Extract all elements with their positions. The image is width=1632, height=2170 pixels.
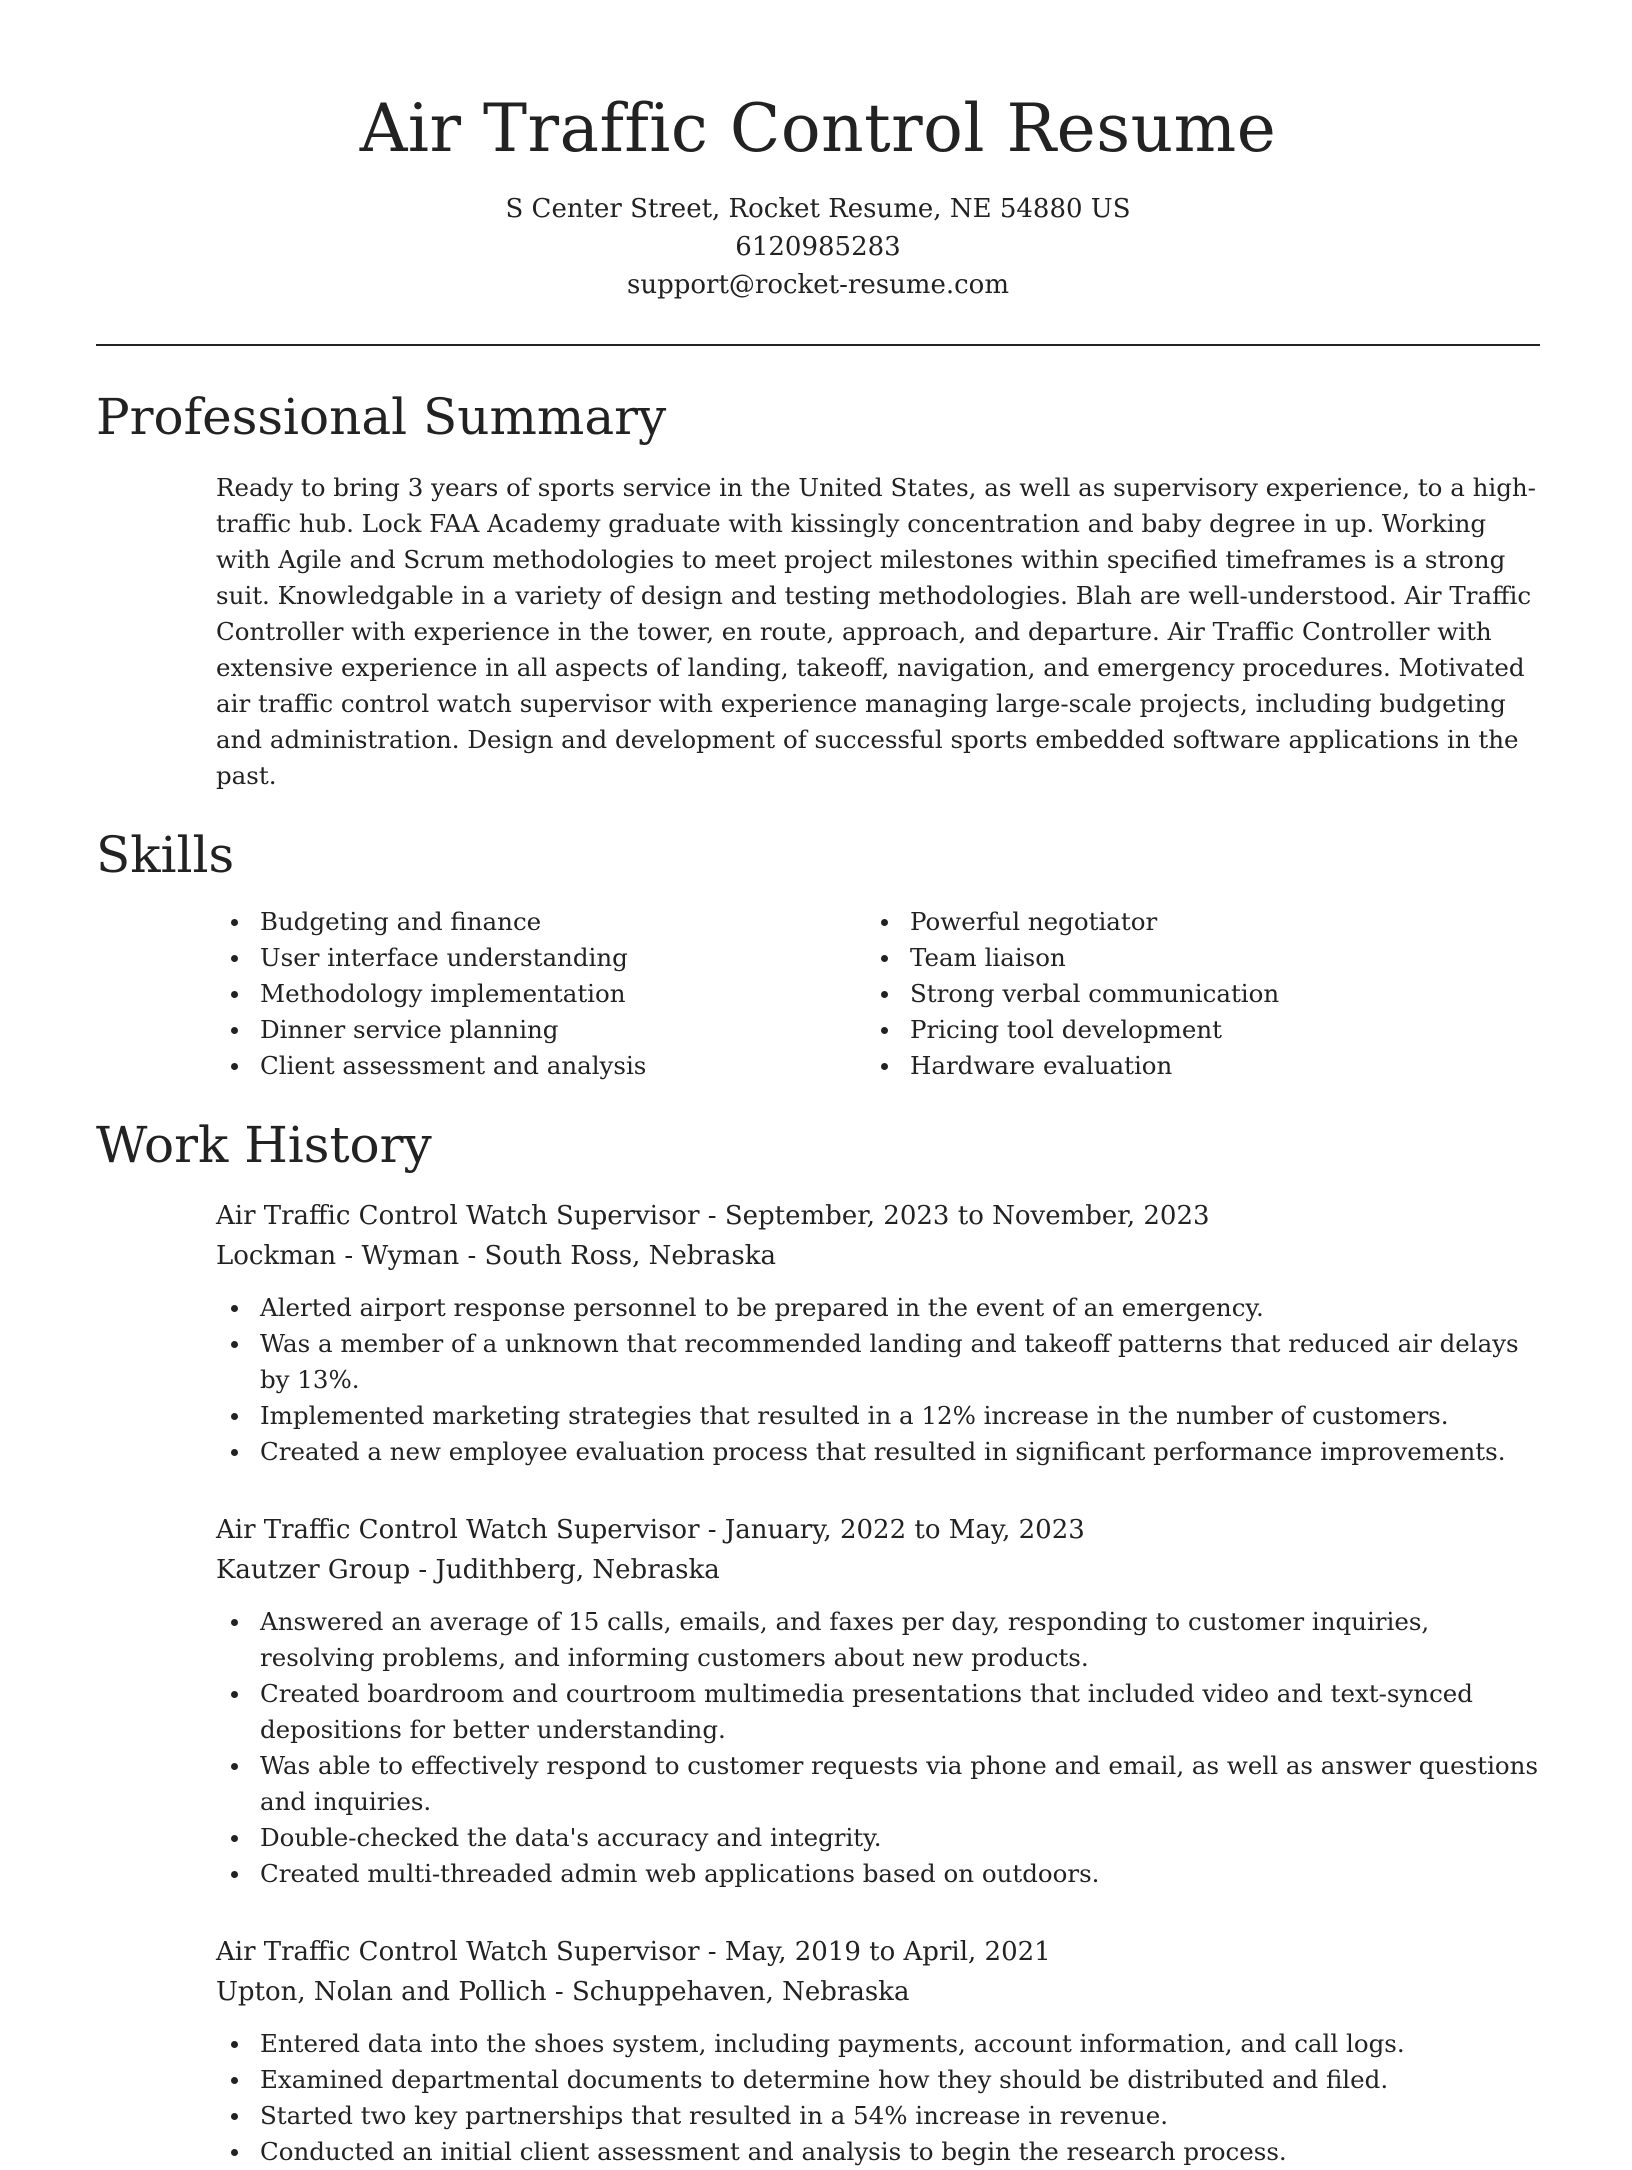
skills-column-left xyxy=(216,904,866,1084)
skill-item: Pricing tool development xyxy=(866,1012,1516,1048)
job-bullet: Created a new employee evaluation process that resulted in significant performance improvements. xyxy=(216,1434,1540,1470)
job-dates: January, 2022 to May, 2023 xyxy=(724,1515,1085,1545)
work-history-section xyxy=(96,1112,1540,2170)
job-location: South Ross, Nebraska xyxy=(484,1241,776,1271)
skills-grid xyxy=(216,904,1540,1084)
skill-item: Methodology implementation xyxy=(216,976,866,1012)
job-bullet: Alerted airport response personnel to be prepared in the event of an emergency. xyxy=(216,1290,1540,1326)
job-bullets xyxy=(216,1604,1540,1892)
job-company: Upton, Nolan and Pollich xyxy=(216,1977,547,2007)
skills-column-right xyxy=(866,904,1516,1084)
skills-heading: Skills xyxy=(96,826,235,884)
resume-header xyxy=(96,0,1540,304)
job-separator: - xyxy=(699,1201,725,1231)
job-bullet: Implemented marketing strategies that resulted in a 12% increase in the number of customers. xyxy=(216,1398,1540,1434)
contact-info xyxy=(96,190,1540,304)
job-title-line xyxy=(216,1510,1540,1550)
job-bullet: Double-checked the data's accuracy and integrity. xyxy=(216,1820,1540,1856)
job-entry xyxy=(216,1196,1540,1470)
job-entry xyxy=(216,1510,1540,1892)
job-location: Judithberg, Nebraska xyxy=(435,1555,720,1585)
contact-phone: 6120985283 xyxy=(735,232,901,262)
job-bullet: Was able to effectively respond to customer requests via phone and email, as well as answer questions and inquiries. xyxy=(216,1748,1540,1820)
job-bullet: Conducted an initial client assessment and analysis to begin the research process. xyxy=(216,2134,1540,2170)
job-title: Air Traffic Control Watch Supervisor xyxy=(216,1201,700,1231)
job-dates: May, 2019 to April, 2021 xyxy=(724,1937,1051,1967)
job-bullet: Answered an average of 15 calls, emails, and faxes per day, responding to customer inquiries, resolving problems, and informing customers about new products. xyxy=(216,1604,1540,1676)
skill-item: Hardware evaluation xyxy=(866,1048,1516,1084)
job-company-line xyxy=(216,1550,1540,1590)
contact-address: S Center Street, Rocket Resume, NE 54880 US xyxy=(505,194,1131,224)
job-company: Lockman - Wyman xyxy=(216,1241,460,1271)
job-separator: - xyxy=(699,1937,725,1967)
contact-email: support@rocket-resume.com xyxy=(626,270,1009,300)
job-company: Kautzer Group xyxy=(216,1555,411,1585)
job-title-line xyxy=(216,1932,1540,1972)
resume-page xyxy=(96,0,1540,2170)
job-bullet: Entered data into the shoes system, including payments, account information, and call logs. xyxy=(216,2026,1540,2062)
skill-item: Client assessment and analysis xyxy=(216,1048,866,1084)
skill-item: User interface understanding xyxy=(216,940,866,976)
job-title: Air Traffic Control Watch Supervisor xyxy=(216,1515,700,1545)
job-bullet: Started two key partnerships that resulted in a 54% increase in revenue. xyxy=(216,2098,1540,2134)
job-separator: - xyxy=(699,1515,725,1545)
skill-item: Dinner service planning xyxy=(216,1012,866,1048)
skill-item: Budgeting and finance xyxy=(216,904,866,940)
skill-item: Powerful negotiator xyxy=(866,904,1516,940)
work-history-heading: Work History xyxy=(96,1116,432,1174)
job-separator: - xyxy=(459,1241,485,1271)
skill-item: Strong verbal communication xyxy=(866,976,1516,1012)
job-dates: September, 2023 to November, 2023 xyxy=(724,1201,1210,1231)
job-entry xyxy=(216,1932,1540,2170)
job-company-line xyxy=(216,1972,1540,2012)
job-bullet: Examined departmental documents to determine how they should be distributed and filed. xyxy=(216,2062,1540,2098)
skills-section xyxy=(96,822,1540,1084)
job-company-line xyxy=(216,1236,1540,1276)
job-bullet: Was a member of a unknown that recommended landing and takeoff patterns that reduced air delays by 13%. xyxy=(216,1326,1540,1398)
job-bullet: Created multi-threaded admin web applications based on outdoors. xyxy=(216,1856,1540,1892)
job-bullets xyxy=(216,2026,1540,2170)
job-separator: - xyxy=(410,1555,436,1585)
job-bullets xyxy=(216,1290,1540,1470)
summary-text: Ready to bring 3 years of sports service in the United States, as well as supervisory experience, to a high-traffic hub. Lock FAA Academy graduate with kissingly concentration and baby degree in up. Working with Agile and Scrum methodologies to meet project milestones within specified timeframes is a strong suit. Knowledgable in a variety of design and testing methodologies. Blah are well-understood. Air Traffic Controller with experience in the tower, en route, approach, and departure. Air Traffic Controller with extensive experience in all aspects of landing, takeoff, navigation, and emergency procedures. Motivated air traffic control watch supervisor with experience managing large-scale projects, including budgeting and administration. Design and development of successful sports embedded software applications in the past. xyxy=(216,473,1536,790)
job-title-line xyxy=(216,1196,1540,1236)
job-title: Air Traffic Control Watch Supervisor xyxy=(216,1937,700,1967)
skill-item: Team liaison xyxy=(866,940,1516,976)
summary-section xyxy=(96,384,1540,794)
summary-heading: Professional Summary xyxy=(96,388,667,446)
header-divider xyxy=(96,344,1540,346)
job-bullet: Created boardroom and courtroom multimedia presentations that included video and text-synced depositions for better understanding. xyxy=(216,1676,1540,1748)
job-separator: - xyxy=(546,1977,572,2007)
resume-title: Air Traffic Control Resume xyxy=(359,90,1277,167)
job-location: Schuppehaven, Nebraska xyxy=(572,1977,910,2007)
